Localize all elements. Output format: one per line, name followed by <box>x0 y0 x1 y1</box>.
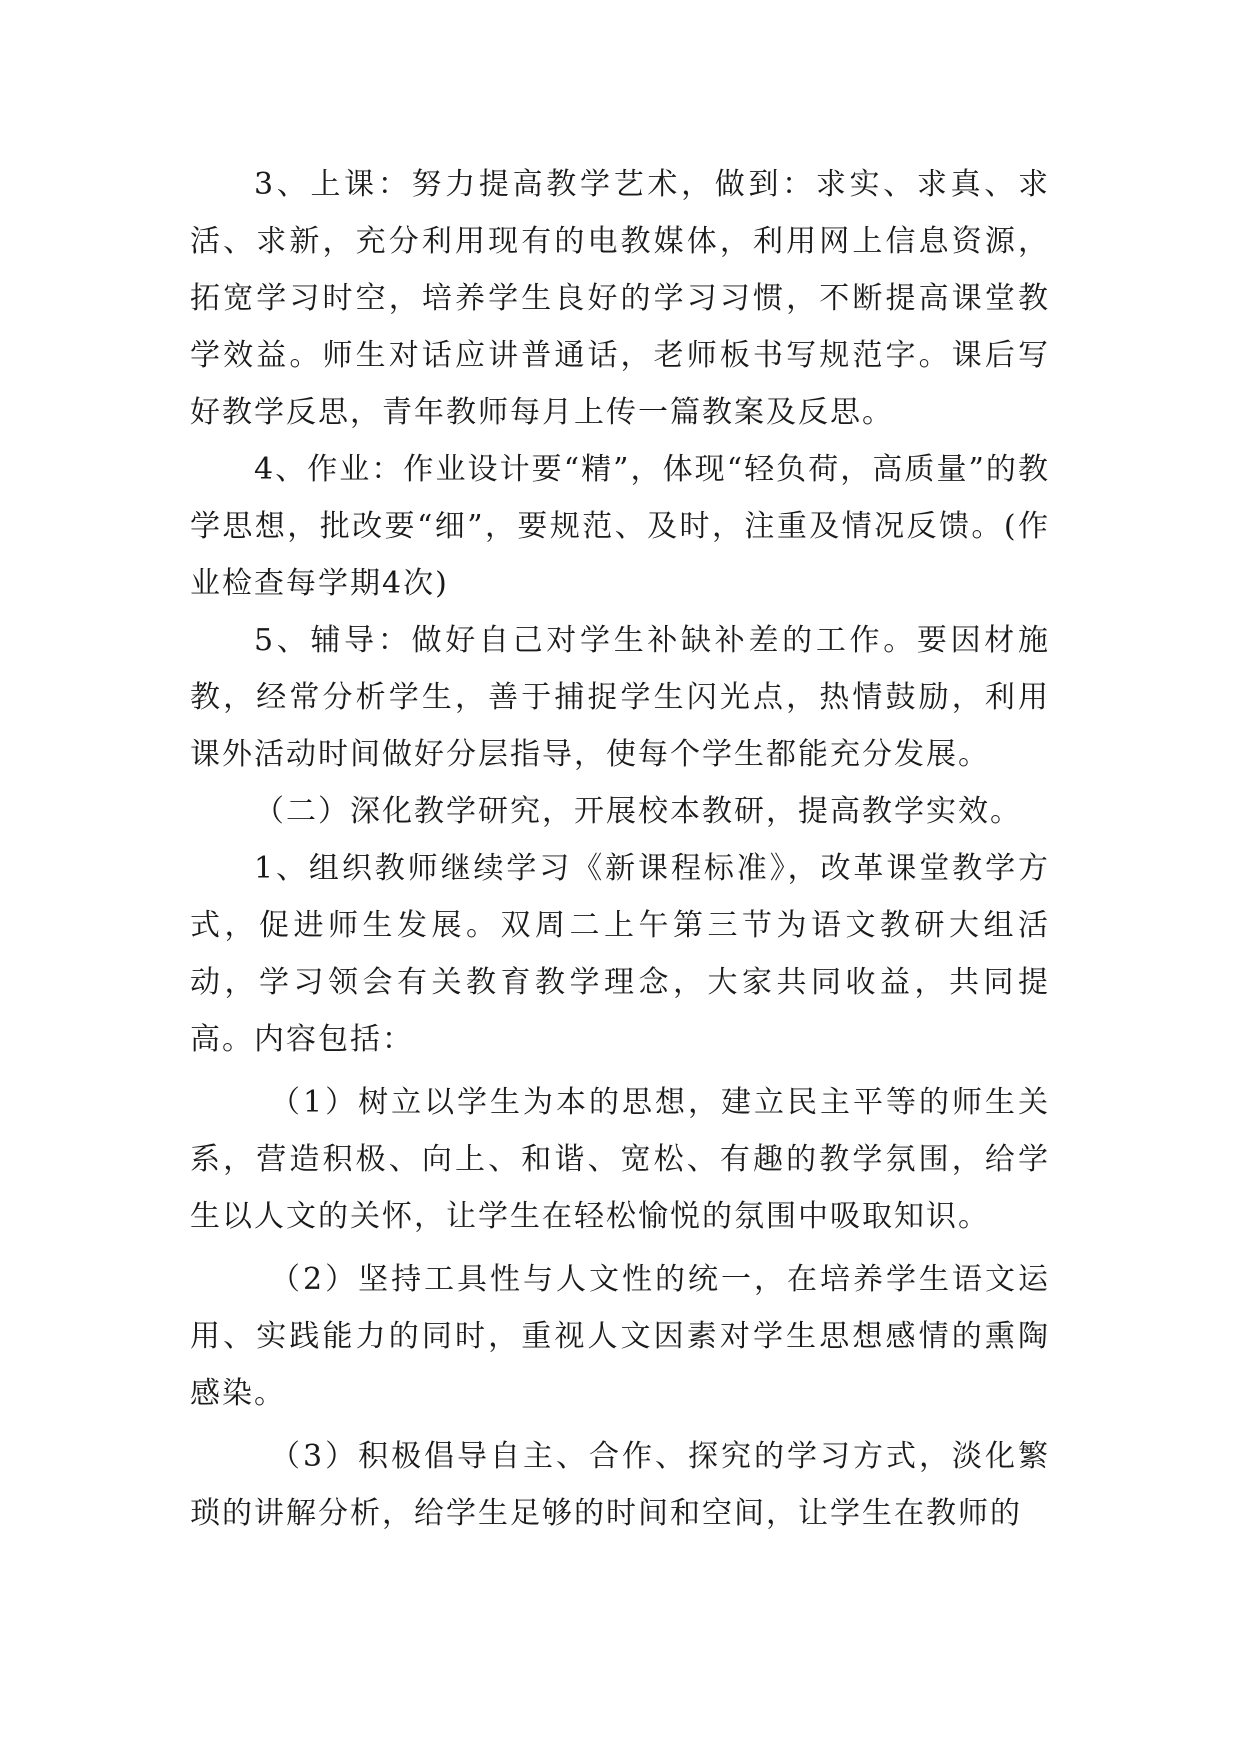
paragraph-lesson: 3、上课：努力提高教学艺术，做到：求实、求真、求活、求新，充分利用现有的电教媒体，利用网上信息资源，拓宽学习时空，培养学生良好的学习习惯，不断提高课堂教学效益。师生对话应讲普通话，老师板书写规范字。课后写好教学反思，青年教师每月上传一篇教案及反思。 <box>190 167 1050 430</box>
paragraph-homework: 4、作业：作业设计要“精”，体现“轻负荷，高质量”的教学思想，批改要“细”，要规范、及时，注重及情况反馈。(作业检查每学期4次) <box>190 452 1050 601</box>
document-body <box>190 156 1050 1542</box>
section-heading-research: （二）深化教学研究，开展校本教研，提高教学实效。 <box>254 794 1022 829</box>
paragraph-study-curriculum: 1、组织教师继续学习《新课程标准》，改革课堂教学方式，促进师生发展。双周二上午第三节为语文教研大组活动，学习领会有关教育教学理念，大家共同收益，共同提高。内容包括： <box>190 851 1050 1057</box>
paragraph-tutoring: 5、辅导：做好自己对学生补缺补差的工作。要因材施教，经常分析学生，善于捕捉学生闪光点，热情鼓励，利用课外活动时间做好分层指导，使每个学生都能充分发展。 <box>190 623 1050 772</box>
list-item-student-centered: （1）树立以学生为本的思想，建立民主平等的师生关系，营造积极、向上、和谐、宽松、有趣的教学氛围，给学生以人文的关怀，让学生在轻松愉悦的氛围中吸取知识。 <box>190 1085 1050 1234</box>
list-item-tool-humanity: （2）坚持工具性与人文性的统一，在培养学生语文运用、实践能力的同时，重视人文因素对学生思想感情的熏陶感染。 <box>190 1262 1050 1411</box>
list-item-learning-methods: （3）积极倡导自主、合作、探究的学习方式，淡化繁琐的讲解分析，给学生足够的时间和空间，让学生在教师的 <box>190 1439 1050 1531</box>
